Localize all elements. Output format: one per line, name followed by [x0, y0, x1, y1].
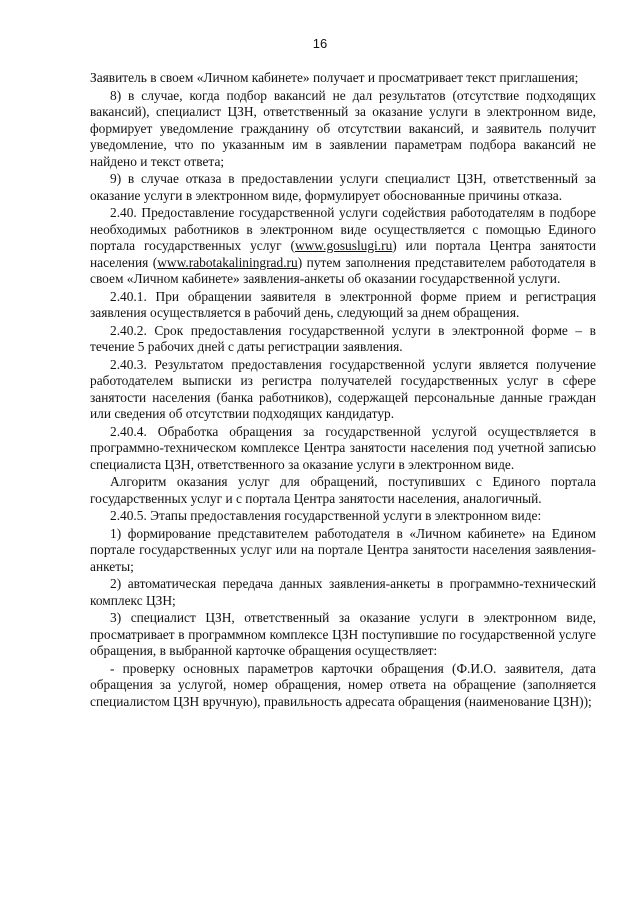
paragraph: 3) специалист ЦЗН, ответственный за оказание услуги в электронном виде, просматривает в программном комплексе ЦЗН поступившие по государственной услуге обращения, в выбранной карточке обращения осуществляет: — [90, 610, 596, 658]
paragraph: 2.40.5. Этапы предоставления государственной услуги в электронном виде: — [110, 508, 542, 523]
paragraph: Алгоритм оказания услуг для обращений, поступивших с Единого портала государственных услуг и с портала Центра занятости населения, аналогичный. — [90, 474, 596, 506]
paragraph-text: ) или портала Центра занятости населения ( — [90, 238, 597, 270]
paragraph: 1) формирование представителем работодателя в «Личном кабинете» на Едином портале государственных услуг или на портале Центра занятости населения заявления-анкеты; — [90, 525, 596, 574]
paragraph: 9) в случае отказа в предоставлении услуги специалист ЦЗН, ответственный за оказание услуги в электронном виде, формулирует обоснованные причины отказа. — [90, 171, 596, 203]
paragraph: 8) в случае, когда подбор вакансий не дал результатов (отсутствие подходящих вакансий), специалист ЦЗН, ответственный за оказание услуги в электронном виде, формирует уведомление гражданину об отсутствии вакансий, и заявитель получит уведомление, что по указанным им в заявлении параметрам подбора вакансий не найдено и текст ответа; — [90, 87, 596, 169]
paragraph-text: ) путем заполнения представителем работодателя в своем «Личном кабинете» заявления-анкеты об оказании государственной услуги. — [90, 254, 596, 286]
document-body — [90, 70, 596, 711]
paragraph: 2) автоматическая передача данных заявления-анкеты в программно-технический комплекс ЦЗН; — [90, 576, 596, 608]
paragraph — [90, 205, 596, 288]
paragraph: 2.40.2. Срок предоставления государственной услуги в электронной форме – в течение 5 рабочих дней с даты регистрации заявления. — [90, 322, 596, 354]
paragraph: 2.40.1. При обращении заявителя в электронной форме прием и регистрация заявления осуществляется в рабочий день, следующий за днем обращения. — [90, 288, 596, 320]
paragraph: 2.40.4. Обработка обращения за государственной услугой осуществляется в программно-техническом комплексе Центра занятости населения под учетной записью специалиста ЦЗН, ответственного за оказание услуги в электронном виде. — [90, 423, 596, 472]
page-number: 16 — [312, 36, 328, 51]
paragraph: Заявитель в своем «Личном кабинете» получает и просматривает текст приглашения; — [90, 70, 579, 85]
hyperlink[interactable]: www.rabotakaliningrad.ru — [157, 254, 298, 270]
hyperlink[interactable]: www.gosuslugi.ru — [294, 238, 393, 253]
paragraph: - проверку основных параметров карточки обращения (Ф.И.О. заявителя, дата обращения за услугой, номер обращения, номер ответа на обращение (заполняется специалистом ЦЗН вручную), правильность адресата обращения (наименование ЦЗН)); — [90, 660, 596, 709]
paragraph: 2.40.3. Результатом предоставления государственной услуги является получение работодателем выписки из регистра получателей государственных услуг в сфере занятости населения (банка работников), содержащей персональные данные граждан или сведения об отсутствии подходящих кандидатур. — [90, 356, 596, 421]
paragraph-text: 2.40. Предоставление государственной услуги содействия работодателям в подборе необходимых работников в электронном виде осуществляется с помощью Единого портала государственных услуг ( — [90, 205, 596, 253]
